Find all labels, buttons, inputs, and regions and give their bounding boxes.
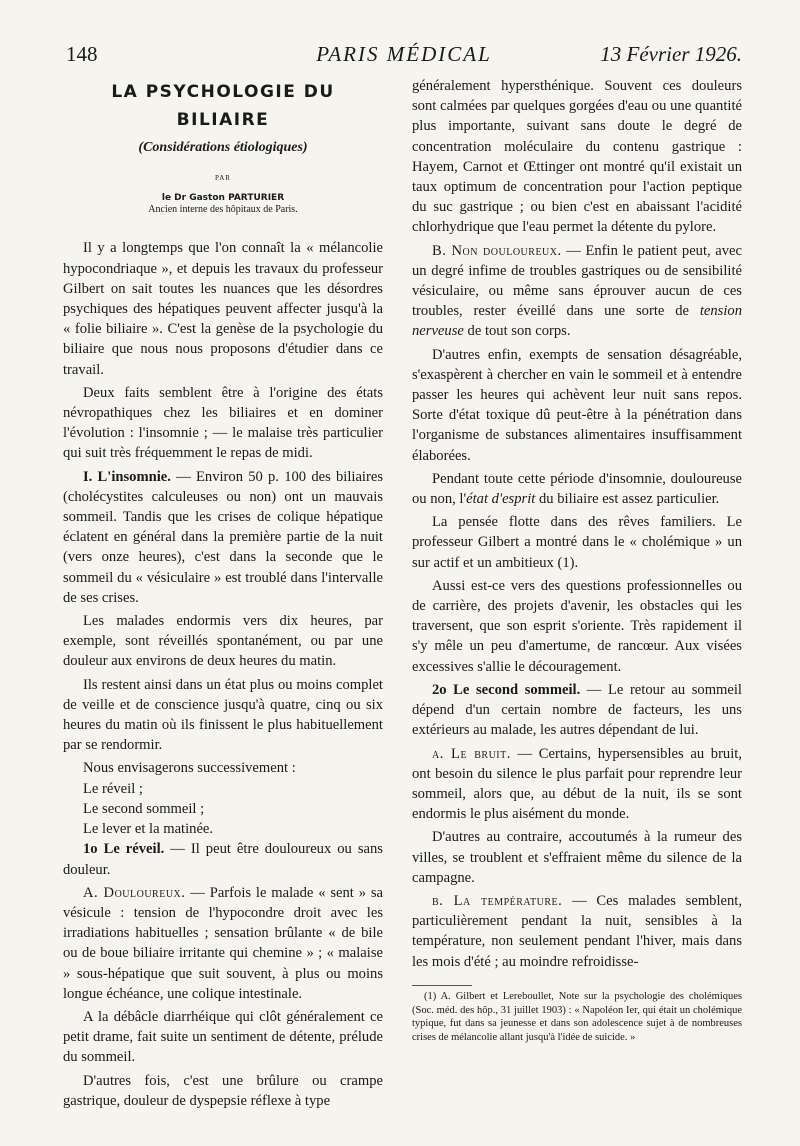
author-affiliation: Ancien interne des hôpitaux de Paris.	[148, 204, 298, 216]
paragraph: Deux faits semblent être à l'origine des états névropathiques chez les biliaires et en dominer l'évolution : l'insomnie ; — le malaise très particulier qui suit très fréquemment le repas de midi.	[63, 384, 383, 462]
paragraph-text: du biliaire est assez particulier.	[535, 491, 720, 508]
subsection-heading: A. Douloureux.	[83, 884, 186, 901]
journal-title: PARIS MÉDICAL	[316, 42, 492, 66]
title-line-2: BILIAIRE	[176, 110, 270, 130]
list-item: Le réveil ;	[83, 780, 143, 797]
section-heading: 2o Le second sommeil.	[432, 681, 581, 698]
paragraph	[63, 467, 383, 608]
section-heading: 1o Le réveil.	[83, 841, 165, 858]
right-column	[412, 76, 742, 975]
article-title	[63, 78, 383, 134]
list-item: Le second sommeil ;	[83, 800, 205, 817]
running-header	[66, 42, 742, 72]
emphasis: état d'esprit	[466, 491, 536, 508]
paragraph	[412, 241, 742, 342]
list-item: Le lever et la matinée.	[83, 821, 214, 838]
paragraph-text: — Certains, hypersensibles au bruit, ont besoin du silence le plus parfait pour reprendre leur sommeil, alors que, au début de la nuit, ils se sont endormis le plus aisément du monde.	[412, 745, 742, 823]
paragraph: Il y a longtemps que l'on connaît la « mélancolie hypocondriaque », et depuis les travaux du professeur Gilbert on sait toutes les nuances que les désordres psychiques des hépatiques peuvent affecter jusqu'à la « folie biliaire ». C'est la genèse de la psychologie du biliaire que nous nous proposons d'étudier dans ce travail.	[63, 240, 383, 378]
paragraph: La pensée flotte dans des rêves familiers. Le professeur Gilbert a montré dans le « cholémique » un sur actif et un ambitieux (1).	[412, 514, 742, 571]
paragraph	[412, 680, 742, 741]
page-number: 148	[66, 42, 98, 66]
paragraph	[63, 839, 383, 879]
paragraph-text: Pendant toute cette période d'insomnie, douloureuse ou non, l'	[412, 470, 742, 508]
paragraph-text: — Ces malades semblent, particulièrement pendant la nuit, sensibles à la température, non seulement pendant l'hiver, mais dans les mois d'été ; au moindre refroidisse-	[412, 892, 743, 970]
section-heading: I. L'insomnie.	[83, 468, 171, 485]
subsection-heading: B. Non douloureux.	[432, 242, 562, 259]
paragraph-text: — Parfois le malade « sent » sa vésicule : tension de l'hypocondre droit avec les irradiations habituelles ; sensation brûlante « de bile ou de boue biliaire irritante qui chemine » ; « malaise » sous-hépatique que suit souvent, à plus ou moins longue échéance, une colique intestinale.	[63, 884, 383, 1002]
paragraph: D'autres au contraire, accoutumés à la rumeur des villes, se troublent et s'effraient même du silence de la campagne.	[412, 829, 742, 886]
paragraph: Ils restent ainsi dans un état plus ou moins complet de veille et de conscience jusqu'à quatre, cinq ou six heures du matin où ils finissent le plus habituellement par se rendormir.	[63, 676, 383, 754]
paragraph: Aussi est-ce vers des questions professionnelles ou de carrière, des projets d'avenir, les obstacles qui les traversent, que son esprit s'oriente. Très rapidement il s'y mêle un peu d'amertume, de rancœur. Aux visées excessives s'allie le découragement.	[412, 577, 742, 675]
paragraph	[412, 469, 742, 509]
paragraph: D'autres enfin, exempts de sensation désagréable, s'exaspèrent à chercher en vain le sommeil et à entendre passer les heures qui achèvent leur nuit sans repos. Sorte d'état toxique dû peut-être à la pénétration dans l'organisme de substances alimentaires insuffisamment élaborées.	[412, 346, 742, 464]
paragraph: D'autres fois, c'est une brûlure ou crampe gastrique, douleur de dyspepsie réflexe à type	[63, 1072, 383, 1109]
paragraph: généralement hypersthénique. Souvent ces douleurs sont calmées par quelques gorgées d'eau ou une quantité plus importante, suivant sans doute le degré de concentration moléculaire du contenu gastrique : Hayem, Carnot et Œttinger ont montré qu'il existait un taux optimum de concentration pour l'action peptique du suc gastrique ; ou bien c'est en abaissant l'acidité chlorhydrique que l'eau permet la détente du pylore.	[412, 78, 742, 236]
paragraph-text: — Enfin le patient peut, avec un degré infime de troubles gastriques ou de sensibilité vésiculaire, ou même sans éprouver aucun de ces troubles, rester éveillé dans une sorte de	[412, 242, 743, 320]
article-subtitle: (Considérations étiologiques)	[138, 140, 308, 155]
footnote	[412, 985, 742, 1044]
left-column	[63, 76, 383, 1114]
footnote-text: (1) A. Gilbert et Lereboullet, Note sur la psychologie des cholémiques (Soc. méd. des hôp., 31 juillet 1903) : « Napoléon Ier, qui était un cholémique typique, fut dans sa jeunesse et dans son adolescence sujet à de nombreuses crises de mélancolie allant jusqu'à l'idée de suicide. »	[412, 991, 742, 1043]
paragraph-text: — Le retour au sommeil dépend d'un certain nombre de facteurs, les uns extérieurs au malade, les autres dépendant de lui.	[412, 681, 742, 739]
footnote-rule	[412, 985, 472, 986]
title-line-1: LA PSYCHOLOGIE DU	[111, 82, 335, 102]
paragraph	[412, 744, 742, 825]
byline-par: PAR	[215, 174, 231, 183]
paragraph	[63, 883, 383, 1004]
paragraph: Nous envisagerons successivement :	[83, 760, 296, 777]
issue-date: 13 Février 1926.	[600, 42, 742, 66]
paragraph: Les malades endormis vers dix heures, par exemple, sont réveillés spontanément, ou par une douleur aux environs de deux heures du matin.	[63, 613, 383, 670]
paragraph-text: — Environ 50 p. 100 des biliaires (cholécystites calculeuses ou non) ont un mauvais sommeil. Tandis que les crises de colique hépatique éclatent en général dans la première partie de la nuit (vers onze heures), c'est dans la seconde que le sommeil du « vésiculaire » est troublé dans l'intervalle de ses crises.	[63, 468, 384, 606]
paragraph	[412, 891, 742, 972]
subsection-heading: b. La température.	[432, 892, 563, 909]
emphasis: tension nerveuse	[412, 303, 742, 340]
paragraph-text: de tout son corps.	[463, 323, 571, 340]
author-name: le Dr Gaston PARTURIER	[161, 193, 285, 204]
subsection-heading: a. Le bruit.	[432, 745, 511, 762]
paragraph: A la débâcle diarrhéique qui clôt généralement ce petit drame, fait suite un sentiment de détente, prélude du sommeil.	[63, 1008, 383, 1066]
paragraph-text: — Il peut être douloureux ou sans douleur.	[63, 841, 383, 878]
